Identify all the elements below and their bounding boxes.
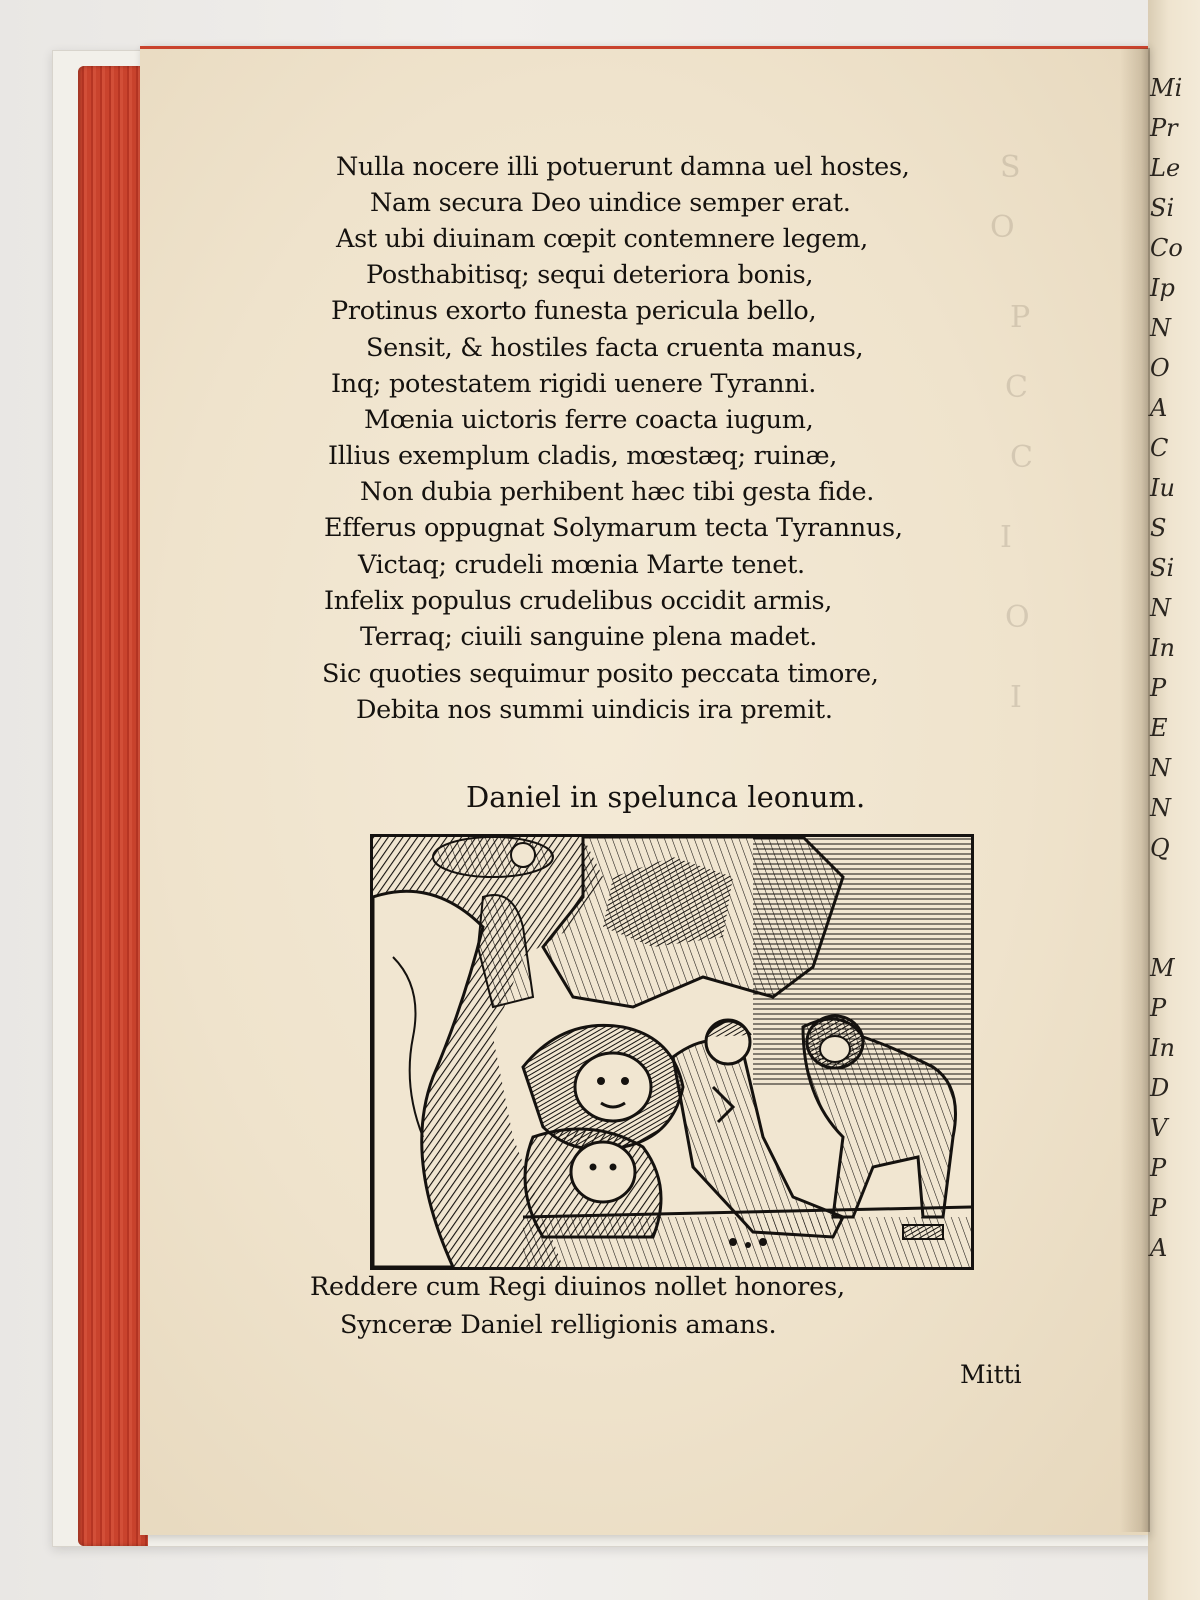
show-through: I xyxy=(1010,680,1022,715)
verse-line: Infelix populus crudelibus occidit armis, xyxy=(324,586,833,616)
woodcut-illustration xyxy=(370,834,974,1270)
show-through: C xyxy=(1010,440,1033,475)
facing-page: Mi Pr Le Si Co Ip N O A C Iu S Si N In P E N N Q M P In D V P P A xyxy=(1148,0,1200,1600)
show-through: S xyxy=(1000,150,1021,185)
catchword: Mitti xyxy=(960,1360,1022,1389)
verse-line: Non dubia perhibent hæc tibi gesta fide. xyxy=(360,477,875,507)
red-page-edges xyxy=(78,66,148,1546)
show-through: I xyxy=(1000,520,1012,555)
show-through: O xyxy=(1005,600,1030,635)
verse-line: Terraq; ciuili sanguine plena madet. xyxy=(360,622,818,652)
verse-line: Efferus oppugnat Solymarum tecta Tyrannus, xyxy=(324,513,903,543)
verse-line: Sensit, & hostiles facta cruenta manus, xyxy=(366,333,864,363)
page-gutter-shadow xyxy=(1120,48,1150,1532)
verse-line: Inq; potestatem rigidi uenere Tyranni. xyxy=(331,369,817,399)
caption-verse-line: Synceræ Daniel relligionis amans. xyxy=(340,1310,777,1340)
verse-line: Sic quoties sequimur posito peccata timore, xyxy=(322,659,879,689)
verse-line: Nulla nocere illi potuerunt damna uel hostes, xyxy=(336,152,910,182)
show-through: O xyxy=(990,210,1015,245)
verse-line: Ast ubi diuinam cœpit contemnere legem, xyxy=(336,224,868,254)
verse-line: Nam secura Deo uindice semper erat. xyxy=(370,188,851,218)
verse-line: Mœnia uictoris ferre coacta iugum, xyxy=(364,405,814,435)
show-through: P xyxy=(1010,300,1031,335)
verse-line: Illius exemplum cladis, mœstæq; ruinæ, xyxy=(328,441,838,471)
verse-line: Debita nos summi uindicis ira premit. xyxy=(356,695,833,725)
show-through: C xyxy=(1005,370,1028,405)
verse-line: Posthabitisq; sequi deteriora bonis, xyxy=(366,260,814,290)
illustration-caption: Daniel in spelunca leonum. xyxy=(466,780,866,814)
caption-verse-line: Reddere cum Regi diuinos nollet honores, xyxy=(310,1272,845,1302)
verse-line: Victaq; crudeli mœnia Marte tenet. xyxy=(358,550,805,580)
verse-line: Protinus exorto funesta pericula bello, xyxy=(331,296,817,326)
